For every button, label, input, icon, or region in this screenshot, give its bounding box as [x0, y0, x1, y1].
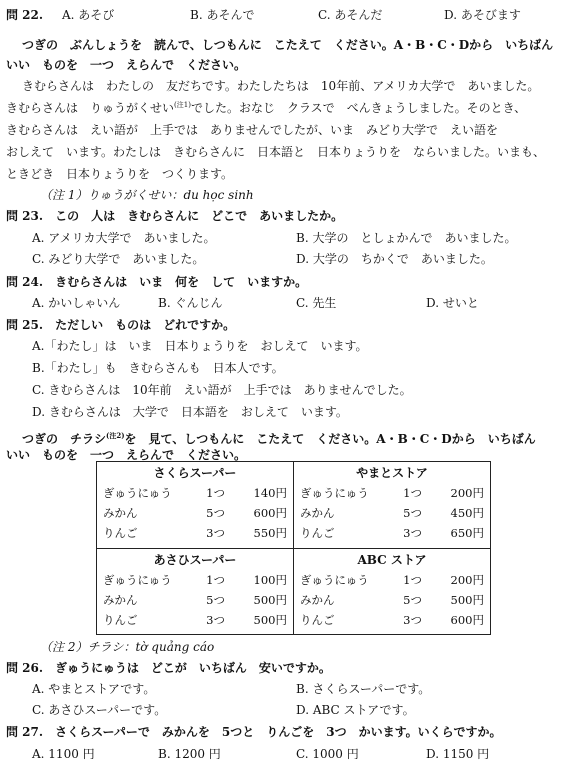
store-name: やまとストア	[356, 466, 428, 480]
q23-question: 問 23. この 人は きむらさんに どこで あいましたか。	[6, 209, 344, 223]
q25-option-b[interactable]: B.「わたし」も きむらさんも 日本人です。	[32, 361, 284, 375]
footnote-marker-1: (注1)	[174, 101, 191, 109]
q24-question: 問 24. きむらさんは いま 何を して いますか。	[6, 275, 308, 289]
footnote-marker-2: (注2)	[106, 431, 125, 440]
q23-option-a[interactable]: A. アメリカ大学で あいました。	[32, 231, 216, 245]
q26-option-b[interactable]: B. さくらスーパーです。	[296, 682, 431, 696]
q26-question: 問 26. ぎゅうにゅうは どこが いちばん 安いですか。	[6, 661, 331, 675]
store-card: あさひスーパー ぎゅうにゅう 1つ 100円 みかん 5つ 500円 りんご 3つ 500円	[97, 548, 294, 635]
flyer-instruction-line2: いい ものを 一つ えらんで ください。	[6, 448, 247, 462]
passage-line-1: きむらさんは わたしの 友だちです。わたしたちは 10年前、アメリカ大学で あいました。	[22, 79, 540, 93]
q25-question: 問 25. ただしい ものは どれですか。	[6, 318, 236, 332]
q26-option-c[interactable]: C. あさひスーパーです。	[32, 703, 167, 717]
q25-option-c[interactable]: C. きむらさんは 10年前 えい語が 上手では ありませんでした。	[32, 383, 412, 397]
store-card: ABC ストア ぎゅうにゅう 1つ 200円 みかん 5つ 500円 りんご 3つ 600円	[294, 548, 491, 635]
q24-option-a[interactable]: A. かいしゃいん	[32, 296, 121, 310]
reading-instruction-line1: つぎの ぶんしょうを 読んで、しつもんに こたえて ください。A・B・C・Dから いちばん	[22, 38, 554, 52]
q25-option-d[interactable]: D. きむらさんは 大学で 日本語を おしえて います。	[32, 405, 348, 419]
q22-option-a[interactable]: A. あそび	[62, 8, 115, 22]
q27-option-d[interactable]: D. 1150 円	[426, 747, 490, 761]
q27-option-c[interactable]: C. 1000 円	[296, 747, 359, 761]
store-name: さくらスーパー	[153, 466, 237, 480]
footnote-2: （注 2）チラシ：tờ quảng cáo	[40, 640, 215, 654]
q26-option-d[interactable]: D. ABC ストアです。	[296, 703, 415, 717]
passage-line-5: ときどき 日本りょうりを つくります。	[6, 167, 234, 181]
store-name: あさひスーパー	[153, 552, 237, 567]
reading-instruction-line2: いい ものを 一つ えらんで ください。	[6, 58, 247, 72]
store-card: やまとストア ぎゅうにゅう 1つ 200円 みかん 5つ 450円 りんご 3つ 650円	[294, 462, 491, 549]
q24-option-b[interactable]: B. ぐんじん	[158, 296, 223, 310]
q23-option-c[interactable]: C. みどり大学で あいました。	[32, 252, 205, 266]
q22-option-d[interactable]: D. あそびます	[444, 8, 521, 22]
passage-line-2: きむらさんは りゅうがくせい$^{(注1)}$でした。おなじ クラスで べんきょうしました。そのとき、	[6, 101, 527, 115]
footnote-1: （注 1）りゅうがくせい：du học sinh	[40, 188, 254, 202]
q22-label: 問 22.	[6, 8, 44, 22]
q22-option-c[interactable]: C. あそんだ	[318, 8, 383, 22]
store-name: ABC ストア	[357, 552, 427, 567]
q26-option-a[interactable]: A. やまとストアです。	[32, 682, 156, 696]
q22-option-b[interactable]: B. あそんで	[190, 8, 255, 22]
passage-line-4: おしえて います。わたしは きむらさんに 日本語と 日本りょうりを ならいました。いまも、	[6, 145, 546, 159]
q27-option-a[interactable]: A. 1100 円	[32, 747, 95, 761]
q25-option-a[interactable]: A.「わたし」は いま 日本りょうりを おしえて います。	[32, 339, 368, 353]
passage-line-3: きむらさんは えい語が 上手では ありませんでしたが、いま みどり大学で えい語を	[6, 123, 499, 137]
flyer-instruction-line1: つぎの チラシ$^{(注2)}$を 見て、しつもんに こたえて ください。A・B・C・Dから いちばん	[22, 431, 536, 446]
q27-option-b[interactable]: B. 1200 円	[158, 747, 221, 761]
q23-option-d[interactable]: D. 大学の ちかくで あいました。	[296, 252, 493, 266]
store-card: さくらスーパー ぎゅうにゅう 1つ 140円 みかん 5つ 600円 りんご 3つ 550円	[97, 462, 294, 549]
q24-option-c[interactable]: C. 先生	[296, 296, 337, 310]
q24-option-d[interactable]: D. せいと	[426, 296, 479, 310]
q27-question: 問 27. さくらスーパーで みかんを 5つと りんごを 3つ かいます。いくらですか。	[6, 725, 502, 739]
q23-option-b[interactable]: B. 大学の としょかんで あいました。	[296, 231, 517, 245]
flyer-table	[96, 461, 491, 635]
